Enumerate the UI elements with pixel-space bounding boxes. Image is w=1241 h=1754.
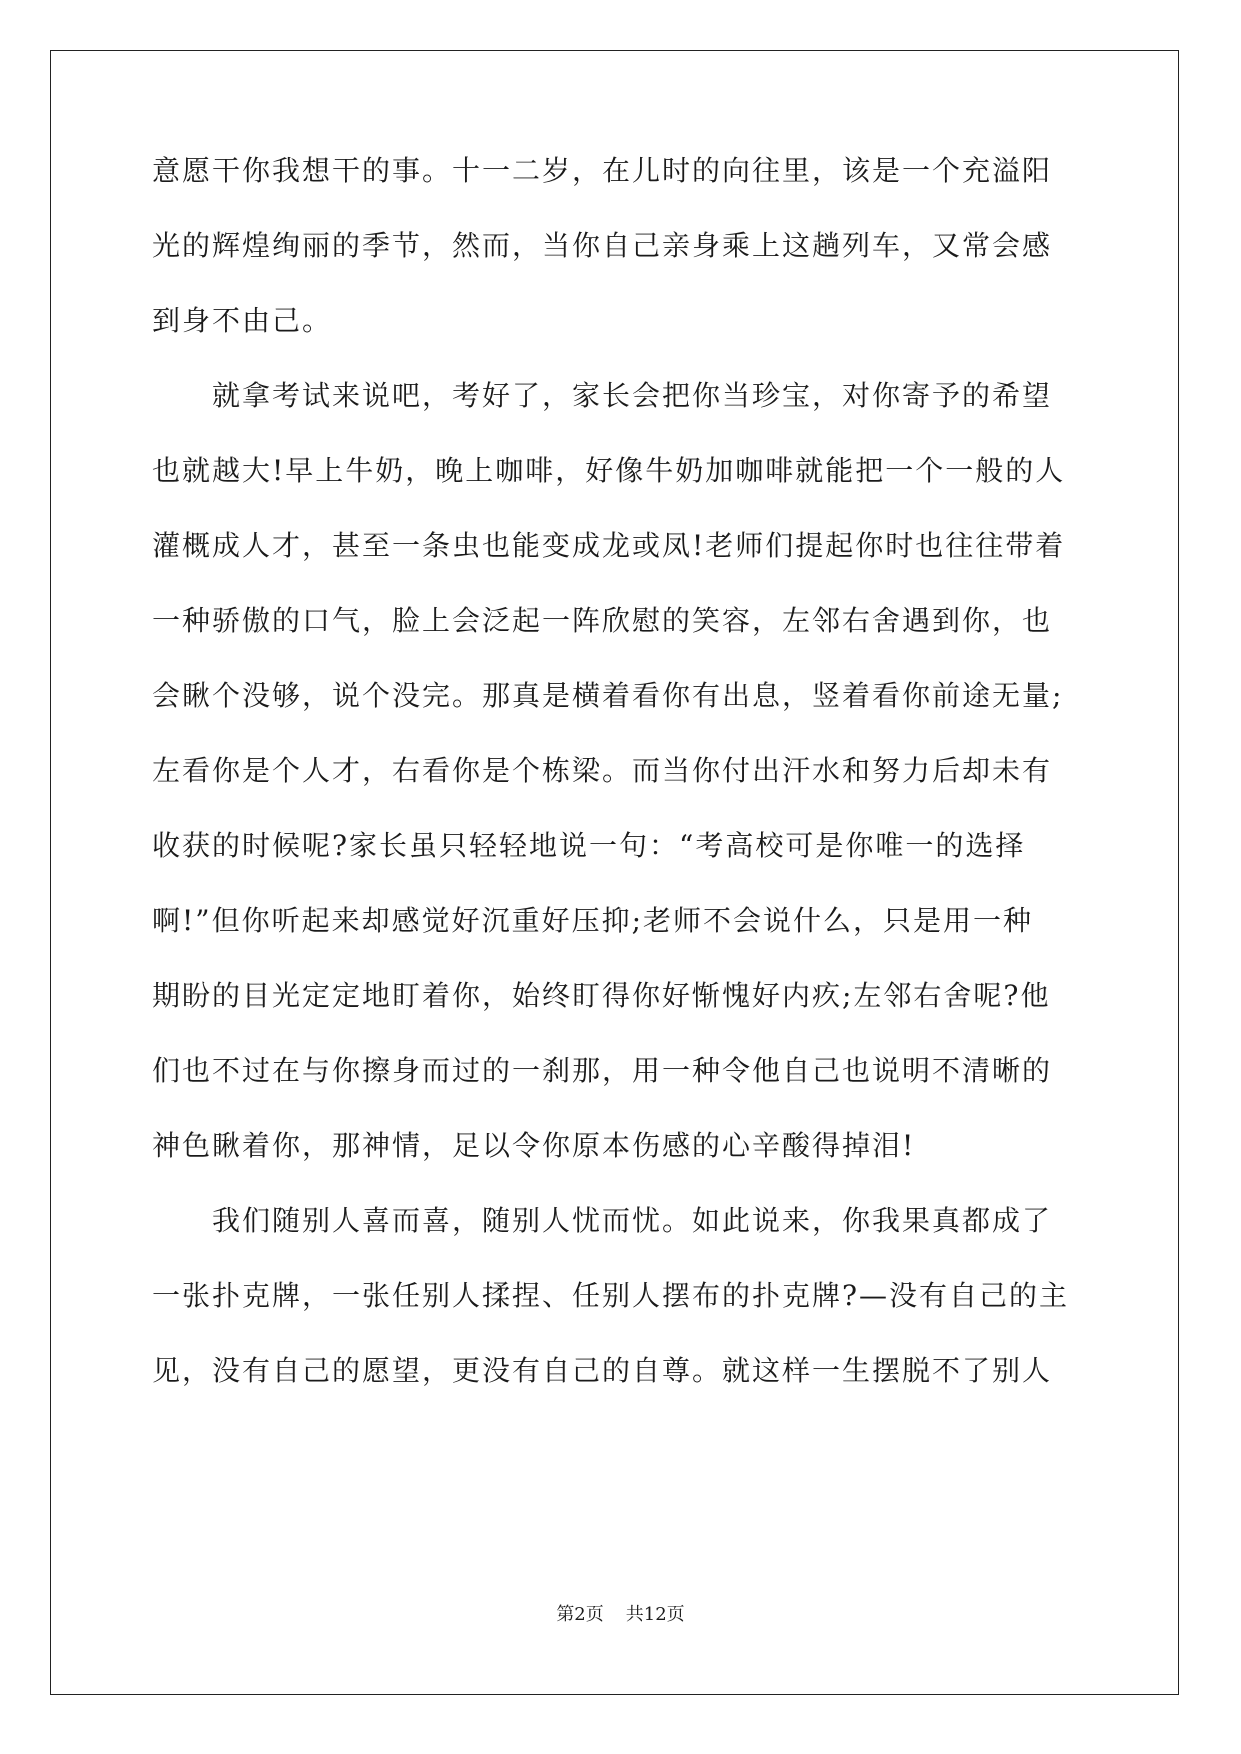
text-line: 左看你是个人才，右看你是个栋梁。而当你付出汗水和努力后却未有 — [152, 754, 1053, 787]
text-line: 灌概成人才，甚至一条虫也能变成龙或凤!老师们提起你时也往往带着 — [152, 529, 1066, 562]
text-line: 见，没有自己的愿望，更没有自己的自尊。就这样一生摆脱不了别人 — [152, 1354, 1053, 1387]
text-line: 神色瞅着你，那神情，足以令你原本伤感的心辛酸得掉泪! — [152, 1129, 916, 1162]
text-line: 期盼的目光定定地盯着你，始终盯得你好惭愧好内疚;左邻右舍呢?他 — [152, 979, 1051, 1012]
text-line: 我们随别人喜而喜，随别人忧而忧。如此说来，你我果真都成了 — [152, 1204, 1053, 1237]
text-line: 一种骄傲的口气，脸上会泛起一阵欣慰的笑容，左邻右舍遇到你，也 — [152, 604, 1053, 637]
text-line: 一张扑克牌，一张任别人揉捏、任别人摆布的扑克牌?—没有自己的主 — [152, 1279, 1070, 1312]
text-line: 意愿干你我想干的事。十一二岁，在儿时的向往里，该是一个充溢阳 — [152, 154, 1053, 187]
text-line: 就拿考试来说吧，考好了，家长会把你当珍宝，对你寄予的希望 — [152, 379, 1053, 412]
text-line: 到身不由己。 — [152, 304, 333, 337]
page-number: 第2页 — [556, 1604, 604, 1625]
text-line: 们也不过在与你擦身而过的一刹那，用一种令他自己也说明不清晰的 — [152, 1054, 1053, 1087]
text-line: 啊!”但你听起来却感觉好沉重好压抑;老师不会说什么，只是用一种 — [152, 904, 1034, 937]
page-total: 共12页 — [625, 1604, 685, 1625]
page-footer — [0, 1603, 1241, 1627]
text-line: 收获的时候呢?家长虽只轻轻地说一句：“考高校可是你唯一的选择 — [152, 829, 1026, 862]
text-line: 也就越大!早上牛奶，晚上咖啡，好像牛奶加咖啡就能把一个一般的人 — [152, 454, 1066, 487]
text-line: 会瞅个没够，说个没完。那真是横着看你有出息，竖着看你前途无量; — [152, 679, 1064, 712]
text-line: 光的辉煌绚丽的季节，然而，当你自己亲身乘上这趟列车，又常会感 — [152, 229, 1053, 262]
